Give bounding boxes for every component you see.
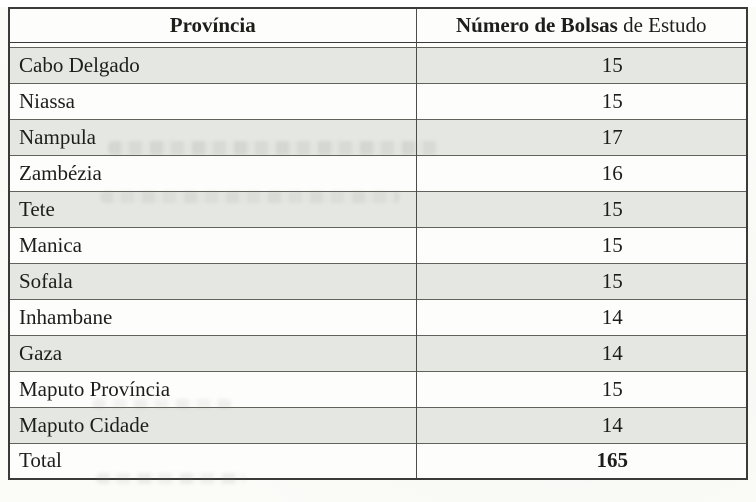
scholarship-count-cell: 17 — [416, 119, 747, 155]
province-cell: Tete — [9, 191, 416, 227]
province-cell: Zambézia — [9, 155, 416, 191]
province-cell: Cabo Delgado — [9, 47, 416, 83]
table-row — [9, 155, 747, 191]
province-cell: Maputo Cidade — [9, 407, 416, 443]
scholarship-count-cell: 15 — [416, 47, 747, 83]
table-row — [9, 371, 747, 407]
province-cell: Nampula — [9, 119, 416, 155]
header-row — [9, 8, 747, 42]
table-row — [9, 47, 747, 83]
scholarship-count-cell: 15 — [416, 263, 747, 299]
table-header — [9, 8, 747, 42]
column-header-bolsas — [416, 8, 747, 42]
table-row — [9, 83, 747, 119]
scholarships-table — [8, 7, 748, 480]
province-cell: Gaza — [9, 335, 416, 371]
province-cell: Sofala — [9, 263, 416, 299]
table-row — [9, 119, 747, 155]
column-header-bolsas-label-bold: Número de Bolsas — [456, 12, 618, 37]
scholarship-count-cell: 14 — [416, 407, 747, 443]
table-row — [9, 335, 747, 371]
scholarship-count-cell: 16 — [416, 155, 747, 191]
province-cell: Inhambane — [9, 299, 416, 335]
scholarship-count-cell: 15 — [416, 83, 747, 119]
province-cell: Niassa — [9, 83, 416, 119]
column-header-provincia — [9, 8, 416, 42]
table-body — [9, 42, 747, 479]
column-header-provincia-label: Província — [169, 12, 256, 37]
scholarship-count-cell: 15 — [416, 191, 747, 227]
table-row — [9, 227, 747, 263]
scholarship-count-cell: 15 — [416, 371, 747, 407]
scholarship-count-cell: 14 — [416, 335, 747, 371]
table-row — [9, 263, 747, 299]
total-value-cell: 165 — [416, 443, 747, 479]
scholarship-count-cell: 15 — [416, 227, 747, 263]
column-header-bolsas-label-regular: de Estudo — [617, 12, 707, 37]
table-row — [9, 191, 747, 227]
scanned-page — [0, 7, 756, 502]
table-row — [9, 407, 747, 443]
total-label-cell: Total — [9, 443, 416, 479]
province-cell: Manica — [9, 227, 416, 263]
total-row — [9, 443, 747, 479]
scholarship-count-cell: 14 — [416, 299, 747, 335]
table-row — [9, 299, 747, 335]
province-cell: Maputo Província — [9, 371, 416, 407]
